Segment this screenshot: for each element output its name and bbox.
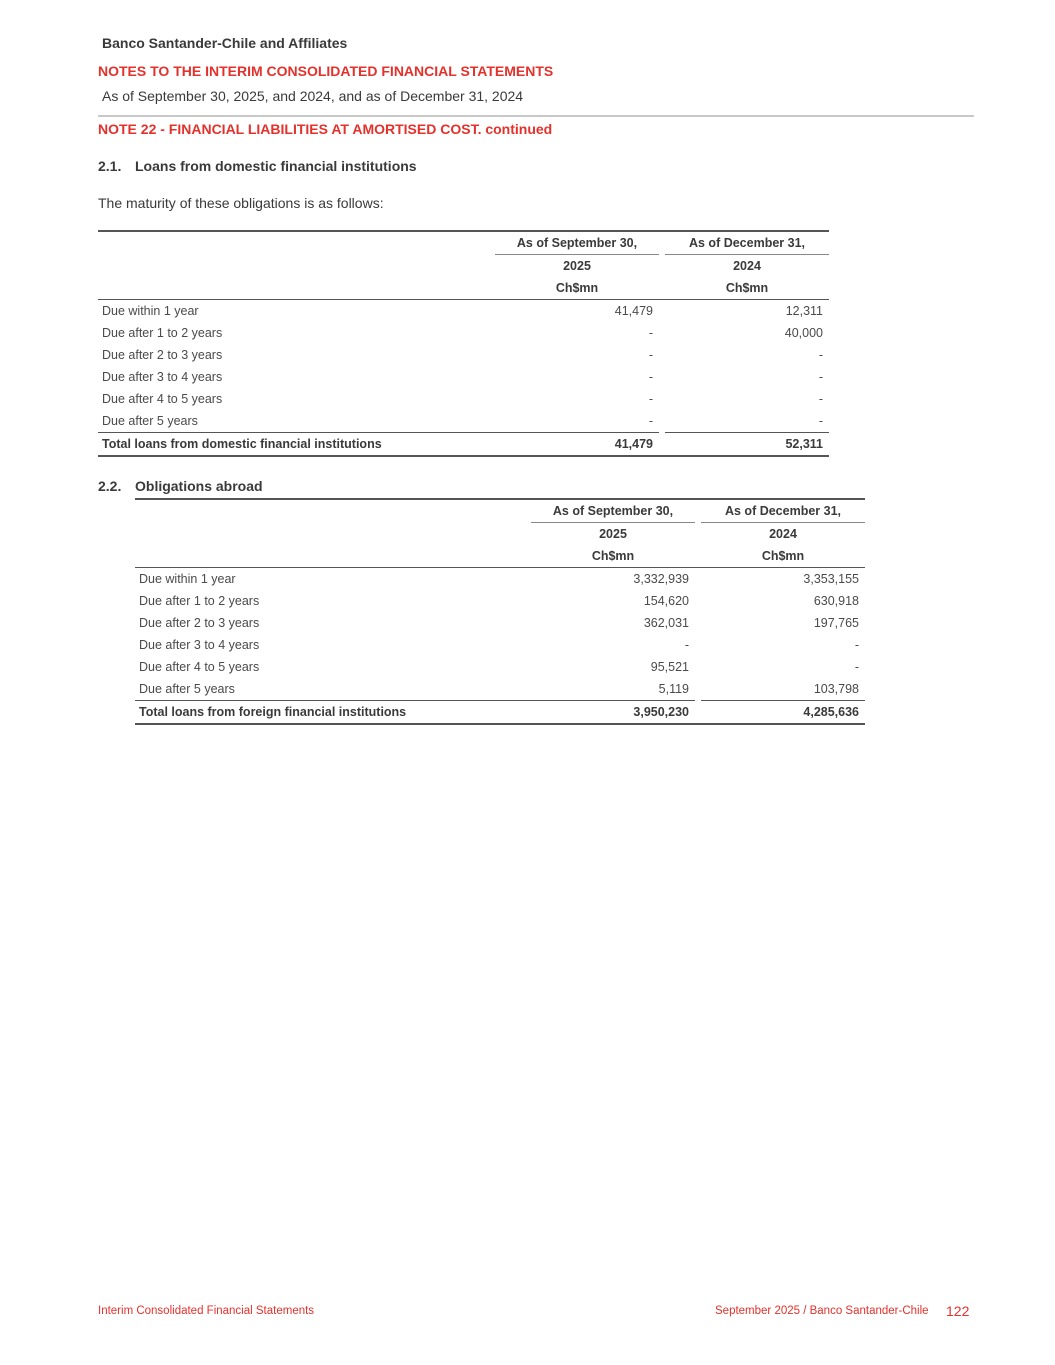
table-row [135,656,865,678]
row-label: Due after 2 to 3 years [139,616,260,630]
row-label: Due after 5 years [139,682,235,696]
col-2024-year: 2024 [769,527,797,541]
section-2-2-title: Obligations abroad [135,478,263,494]
total-label: Total loans from domestic financial institutions [98,433,495,457]
value-2025: 362,031 [643,616,689,630]
total-2024: 52,311 [665,433,829,457]
row-label: Due after 4 to 5 years [139,660,260,674]
total-row [98,433,829,457]
table-row [135,678,865,701]
total-2025: 41,479 [495,433,659,457]
col-2025-year: 2025 [563,259,591,273]
row-label: Due within 1 year [98,300,495,323]
section-2-1-title: Loans from domestic financial institutions [135,158,417,174]
value-2024: - [818,392,823,406]
value-2025: - [648,414,653,428]
table-row [135,612,865,634]
note-title: NOTE 22 - FINANCIAL LIABILITIES AT AMORTISED COST. continued [98,121,553,137]
row-label: Due after 2 to 3 years [102,348,223,362]
section-2-1-number: 2.1. [98,158,122,174]
value-2024: - [854,638,859,652]
value-2025: 41,479 [495,300,659,323]
total-row [135,701,865,725]
value-2024: - [818,370,823,384]
footer-document-title: Interim Consolidated Financial Statements [98,1305,315,1317]
row-label: Due after 1 to 2 years [102,326,223,340]
section-2-1-intro: The maturity of these obligations is as follows: [98,195,384,211]
col-2025-unit: Ch$mn [591,549,635,563]
value-2024: 3,353,155 [701,568,865,591]
col-2025-header: As of September 30, [495,231,659,255]
section-2-2-number: 2.2. [98,478,122,494]
row-label: Due after 3 to 4 years [139,638,260,652]
table-row [98,322,829,344]
as-of-date: As of September 30, 2025, and 2024, and as of December 31, 2024 [102,88,524,104]
row-label: Due after 1 to 2 years [139,594,260,608]
col-2024-unit: Ch$mn [761,549,805,563]
value-2024: 12,311 [665,300,829,323]
table-row [135,590,865,612]
col-2025-header: As of September 30, [531,499,695,523]
company-name: Banco Santander-Chile and Affiliates [102,35,348,51]
col-2024-unit: Ch$mn [725,281,769,295]
value-2025: - [648,392,653,406]
domestic-loans-table [98,230,829,457]
header-divider [98,115,974,117]
value-2025: - [684,638,689,652]
col-2024-header: As of December 31, [665,231,829,255]
value-2024: - [854,660,859,674]
col-2024-header: As of December 31, [701,499,865,523]
value-2024: - [818,414,823,428]
value-2025: - [648,348,653,362]
value-2025: 95,521 [650,660,689,674]
col-2024-year: 2024 [733,259,761,273]
value-2025: 3,332,939 [531,568,695,591]
row-label: Due after 3 to 4 years [102,370,223,384]
row-label: Due after 5 years [102,414,198,428]
table-row [135,634,865,656]
table-row [98,344,829,366]
table-row [98,366,829,388]
footer-period: September 2025 / Banco Santander-Chile [715,1305,929,1317]
notes-title: NOTES TO THE INTERIM CONSOLIDATED FINANCIAL STATEMENTS [98,63,554,79]
total-2024: 4,285,636 [701,701,865,725]
value-2024: - [818,348,823,362]
table-row [98,410,829,433]
value-2024: 103,798 [813,682,859,696]
value-2025: 154,620 [643,594,689,608]
table-row [135,568,865,591]
value-2024: 630,918 [813,594,859,608]
table-row [98,300,829,323]
value-2025: 5,119 [658,682,689,696]
foreign-obligations-table [135,498,865,725]
col-2025-year: 2025 [599,527,627,541]
row-label: Due within 1 year [135,568,531,591]
total-2025: 3,950,230 [531,701,695,725]
value-2024: 197,765 [813,616,859,630]
value-2024: 40,000 [784,326,823,340]
table-row [98,388,829,410]
value-2025: - [648,370,653,384]
page-number: 122 [946,1303,970,1319]
col-2025-unit: Ch$mn [555,281,599,295]
value-2025: - [648,326,653,340]
row-label: Due after 4 to 5 years [102,392,223,406]
total-label: Total loans from foreign financial institutions [135,701,531,725]
